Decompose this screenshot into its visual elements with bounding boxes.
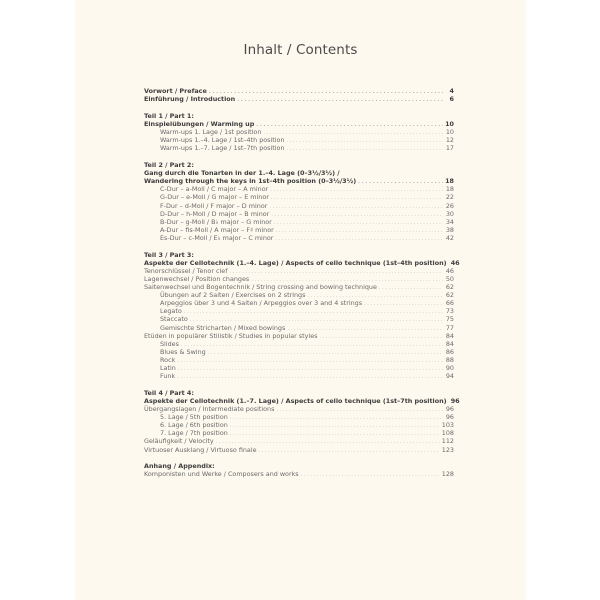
toc-page-number: 12: [445, 136, 454, 145]
toc-entry-label: 6. Lage / 6th position: [160, 421, 228, 430]
toc-page-number: 26: [445, 201, 454, 210]
toc-appendix: [144, 462, 454, 478]
toc-entry[interactable]: [144, 128, 454, 136]
toc-entry[interactable]: [144, 185, 454, 193]
toc-part-1: [144, 112, 454, 152]
toc-entry-label: Virtuoser Ausklang / Virtuoso finale: [144, 445, 257, 454]
toc-entry[interactable]: [144, 437, 454, 445]
toc-entry-label: Blues & Swing: [160, 347, 206, 356]
dot-leader: [256, 121, 443, 129]
toc-page-number: 75: [445, 315, 454, 324]
toc-page-number: 90: [445, 363, 454, 372]
toc-entry[interactable]: [144, 340, 454, 348]
toc-entry-label: B-Dur – g-Moll / B♭ major – G minor: [160, 217, 272, 226]
dot-leader: [270, 186, 443, 194]
toc-page-number: 96: [445, 413, 454, 422]
toc-page-number: 123: [441, 445, 454, 454]
dot-leader: [287, 145, 443, 153]
toc-entry-main[interactable]: [144, 177, 454, 185]
dot-leader: [379, 284, 443, 292]
dot-leader: [271, 194, 443, 202]
toc-entry-label: Tenorschlüssel / Tenor clef: [144, 266, 228, 275]
toc-page-number: 38: [445, 225, 454, 234]
toc-entry-label: Wandering through the keys in 1st–4th position (0–3½/3½): [144, 177, 357, 186]
toc-page-number: 62: [445, 283, 454, 292]
toc-page-number: 18: [445, 185, 454, 194]
toc-entry-label: Staccato: [160, 315, 188, 324]
toc-entry[interactable]: [144, 226, 454, 234]
toc-entry-main-line1[interactable]: Gang durch die Tonarten in der 1.–4. Lage (0–3½/3½) /: [144, 169, 340, 178]
toc-entry-label: Saitenwechsel und Bogentechnik / String crossing and bowing technique: [144, 283, 377, 292]
table-of-contents: [144, 87, 460, 487]
toc-page-number: 94: [445, 372, 454, 381]
dot-leader: [274, 219, 443, 227]
toc-entry-label: Komponisten und Werke / Composers and works: [144, 470, 299, 479]
toc-page-number: 46: [450, 258, 460, 267]
toc-page-number: 10: [445, 128, 454, 137]
dot-leader: [237, 96, 443, 104]
toc-part-4: [144, 388, 460, 454]
toc-entry-label: Übergangslagen / Intermediate positions: [144, 405, 275, 414]
toc-page-number: 112: [441, 437, 454, 446]
toc-entry-main[interactable]: [144, 258, 460, 267]
toc-page-number: 46: [445, 266, 454, 275]
document-page: [76, 0, 525, 600]
toc-page-number: 77: [445, 323, 454, 332]
toc-page-number: 30: [445, 209, 454, 218]
toc-entry-label: 5. Lage / 5th position: [160, 413, 228, 422]
toc-entry-label: Legato: [160, 307, 182, 316]
toc-page-number: 22: [445, 193, 454, 202]
toc-entry-label: Aspekte der Cellotechnik (1.–4. Lage) / Aspects of cello technique (1st–4th position): [144, 258, 447, 267]
toc-page-number: 86: [445, 347, 454, 356]
dot-leader: [184, 308, 443, 316]
part-heading: Teil 4 / Part 4:: [144, 388, 194, 397]
toc-page-number: 18: [445, 177, 454, 186]
toc-entry[interactable]: [144, 348, 454, 356]
part-heading: Anhang / Appendix:: [144, 462, 215, 471]
toc-entry-label: Vorwort / Preface: [144, 87, 207, 95]
toc-part-3: [144, 250, 460, 381]
toc-entry[interactable]: [144, 267, 454, 275]
dot-leader: [178, 365, 443, 373]
dot-leader: [301, 471, 440, 479]
toc-page-number: 108: [441, 429, 454, 438]
toc-entry-label: Einführung / Introduction: [144, 95, 236, 104]
toc-entry-label: Es-Dur – c-Moll / E♭ major – C minor: [160, 233, 274, 242]
dot-leader: [230, 422, 440, 430]
toc-entry-label: C-Dur – a-Moll / C major – A minor: [160, 185, 269, 194]
toc-page-number: 103: [441, 421, 454, 430]
toc-page-number: 4: [449, 87, 454, 95]
dot-leader: [271, 211, 443, 219]
dot-leader: [276, 227, 443, 235]
toc-page-number: 34: [445, 217, 454, 226]
toc-page-number: 84: [445, 331, 454, 340]
toc-entry[interactable]: [144, 405, 454, 413]
toc-front-matter: [144, 87, 454, 103]
dot-leader: [177, 373, 443, 381]
toc-entry-label: Funk: [160, 372, 176, 381]
toc-entry[interactable]: [144, 291, 454, 299]
dot-leader: [263, 129, 443, 137]
toc-entry-label: Arpeggios über 3 und 4 Saiten / Arpeggios over 3 and 4 strings: [160, 299, 363, 308]
dot-leader: [181, 341, 443, 349]
toc-page-number: 96: [445, 405, 454, 414]
toc-entry-label: Übungen auf 2 Saiten / Exercises on 2 strings: [160, 291, 306, 300]
toc-entry[interactable]: [144, 470, 454, 478]
toc-entry[interactable]: [144, 315, 454, 323]
toc-entry-label: Rock: [160, 355, 176, 364]
toc-entry-label: A-Dur – fis-Moll / A major – F♯ minor: [160, 225, 274, 234]
toc-entry[interactable]: [144, 429, 454, 437]
toc-entry-label: Gemischte Stricharten / Mixed bowings: [160, 323, 286, 332]
dot-leader: [230, 414, 443, 422]
dot-leader: [319, 333, 443, 341]
dot-leader: [364, 300, 443, 308]
part-heading: Teil 3 / Part 3:: [144, 250, 194, 259]
toc-entry-label: Warm-ups 1.–7. Lage / 1st–7th position: [160, 144, 285, 153]
dot-leader: [358, 178, 443, 186]
dot-leader: [276, 406, 443, 414]
part-heading: Teil 1 / Part 1:: [144, 111, 194, 120]
dot-leader: [259, 447, 440, 455]
toc-entry[interactable]: [144, 413, 454, 421]
toc-entry[interactable]: [144, 136, 454, 144]
toc-page-number: 88: [445, 355, 454, 364]
toc-page-number: 96: [450, 396, 460, 405]
toc-entry-label: Geläufigkeit / Velocity: [144, 437, 214, 446]
dot-leader: [209, 88, 443, 96]
toc-entry[interactable]: [144, 364, 454, 372]
toc-entry-label: Warm-ups 1. Lage / 1st position: [160, 128, 262, 137]
toc-entry[interactable]: [144, 324, 454, 332]
toc-page-number: 128: [441, 470, 454, 479]
dot-leader: [177, 357, 443, 365]
toc-entry-label: Warm-ups 1.–4. Lage / 1st–4th position: [160, 136, 285, 145]
toc-page-number: 17: [445, 144, 454, 153]
toc-entry-label: Etüden in populärer Stilistik / Studies in popular styles: [144, 331, 318, 340]
page-title: Inhalt / Contents: [243, 42, 358, 58]
toc-entry-label: Aspekte der Cellotechnik (1.–7. Lage) / Aspects of cello technique (1st–7th position): [144, 396, 447, 405]
toc-entry-label: D-Dur – h-Moll / D major – B minor: [160, 209, 270, 218]
toc-entry[interactable]: [144, 307, 454, 315]
dot-leader: [269, 203, 443, 211]
toc-page-number: 73: [445, 307, 454, 316]
toc-entry[interactable]: [144, 283, 454, 291]
toc-entry-label: Lagenwechsel / Position changes: [144, 274, 250, 283]
toc-entry[interactable]: [144, 299, 454, 307]
toc-entry-label: G-Dur – e-Moll / G major – E minor: [160, 193, 269, 202]
toc-page-number: 84: [445, 339, 454, 348]
toc-entry[interactable]: [144, 421, 454, 429]
toc-entry[interactable]: [144, 193, 454, 201]
toc-entry-label: 7. Lage / 7th position: [160, 429, 228, 438]
toc-entry-label: Latin: [160, 363, 176, 372]
toc-entry-label: F-Dur – d-Moll / F major – D minor: [160, 201, 268, 210]
toc-page-number: 50: [445, 274, 454, 283]
toc-entry[interactable]: [144, 275, 454, 283]
dot-leader: [229, 268, 443, 276]
dot-leader: [230, 430, 440, 438]
part-heading: Teil 2 / Part 2:: [144, 161, 194, 170]
toc-entry[interactable]: [144, 446, 454, 454]
toc-page-number: 66: [445, 299, 454, 308]
toc-entry[interactable]: [144, 210, 454, 218]
toc-page-number: 42: [445, 233, 454, 242]
toc-entry[interactable]: [144, 356, 454, 364]
dot-leader: [275, 235, 443, 243]
toc-entry-main[interactable]: [144, 120, 454, 128]
dot-leader: [208, 349, 443, 357]
toc-entry-label: Einspielübungen / Warming up: [144, 119, 255, 128]
toc-entry-introduction[interactable]: [144, 95, 454, 103]
dot-leader: [287, 137, 443, 145]
toc-entry-main[interactable]: [144, 396, 460, 405]
toc-entry[interactable]: [144, 144, 454, 152]
toc-entry-label: Slides: [160, 339, 179, 348]
toc-entry[interactable]: [144, 202, 454, 210]
toc-entry[interactable]: [144, 218, 454, 226]
toc-page-number: 62: [445, 291, 454, 300]
toc-entry[interactable]: [144, 332, 454, 340]
toc-entry[interactable]: [144, 234, 454, 242]
toc-part-2: [144, 161, 454, 242]
toc-page-number: 6: [449, 95, 454, 104]
toc-entry[interactable]: [144, 372, 454, 380]
toc-entry-preface[interactable]: [144, 87, 454, 95]
toc-page-number: 10: [445, 119, 454, 128]
